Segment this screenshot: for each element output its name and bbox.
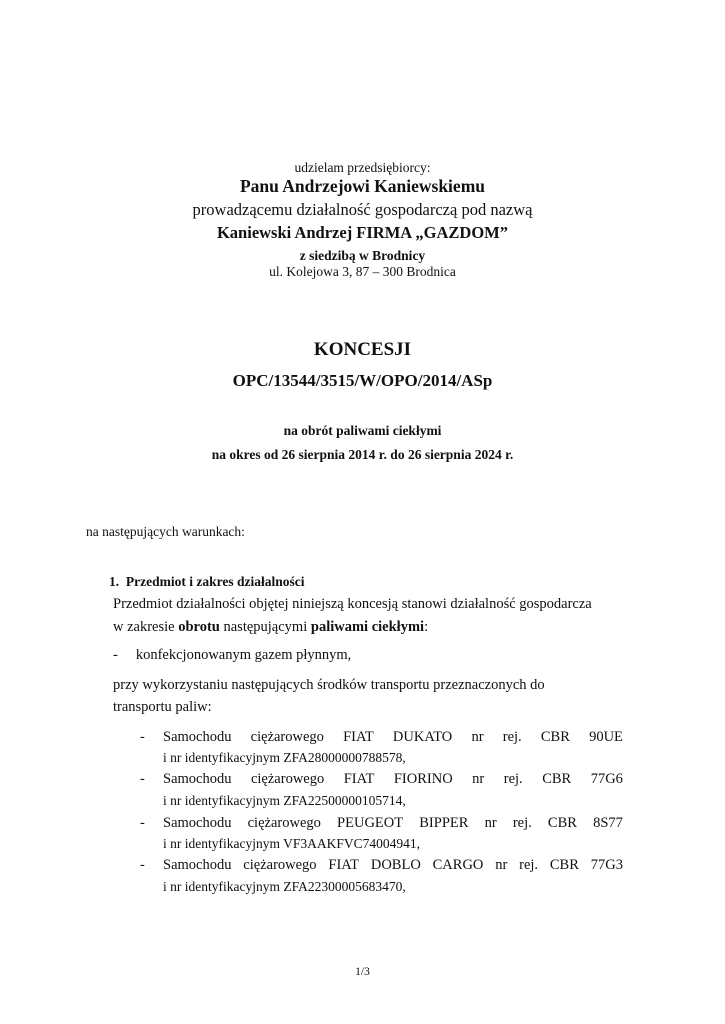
vehicle-word: CBR xyxy=(547,815,577,831)
vehicle-word: Samochodu xyxy=(163,729,232,745)
vehicle-word: BIPPER xyxy=(419,815,469,831)
vehicle-word: rej. xyxy=(519,857,539,873)
vehicle-word: ciężarowego xyxy=(243,857,317,873)
para-emphasis-paliwami: paliwami ciekłymi xyxy=(310,619,425,635)
concession-period: na okres od 26 sierpnia 2014 r. do 26 sierpnia 2024 r. xyxy=(211,447,514,462)
vehicle-word: ciężarowego xyxy=(247,815,321,831)
transport-line-1: przy wykorzystaniu następujących środków transportu przeznaczonych do xyxy=(113,677,545,693)
vehicle-word: DOBLO xyxy=(370,857,421,873)
transport-line-2: transportu paliw: xyxy=(113,699,212,715)
vehicle-vin-line: i nr identyfikacyjnym VF3AAKFVC74004941, xyxy=(163,836,420,851)
recipient-name: Panu Andrzejowi Kaniewskiemu xyxy=(239,176,486,196)
vehicle-word: FIAT xyxy=(328,857,360,873)
vehicle-dash: - xyxy=(140,771,145,787)
vehicle-word: 77G6 xyxy=(590,771,623,787)
vehicle-word: nr xyxy=(471,729,484,745)
intro-text: udzielam przedsiębiorcy: xyxy=(294,160,431,175)
vehicle-word: CBR xyxy=(540,729,570,745)
business-line: prowadzącemu działalność gospodarczą pod nazwą xyxy=(192,200,533,219)
vehicle-line xyxy=(163,729,623,749)
vehicle-word: nr xyxy=(484,815,497,831)
vehicle-vin-line: i nr identyfikacyjnym ZFA22500000105714, xyxy=(163,793,406,808)
vehicle-word: ciężarowego xyxy=(250,729,324,745)
vehicle-word: Samochodu xyxy=(163,771,232,787)
fuel-item-text: konfekcjonowanym gazem płynnym, xyxy=(135,647,352,663)
para-text-c: następującymi xyxy=(219,619,311,635)
vehicle-word: PEUGEOT xyxy=(337,815,404,831)
page-number: 1/3 xyxy=(355,966,370,978)
vehicle-word: Samochodu xyxy=(163,815,232,831)
concession-number: OPC/13544/3515/W/OPO/2014/ASp xyxy=(232,371,493,390)
fuel-list-item xyxy=(113,647,351,664)
conditions-intro: na następujących warunkach: xyxy=(86,524,245,539)
vehicle-word: FIORINO xyxy=(393,771,453,787)
vehicle-word: rej. xyxy=(512,815,532,831)
vehicle-word: CBR xyxy=(549,857,579,873)
para-text-a: w zakresie xyxy=(113,619,179,635)
vehicle-word: FIAT xyxy=(343,729,374,745)
vehicle-word: rej. xyxy=(502,729,522,745)
para-text-e: : xyxy=(424,619,429,635)
vehicle-word: CARGO xyxy=(432,857,484,873)
section-paragraph-line-1: Przedmiot działalności objętej niniejszą koncesją stanowi działalność gospodarcza xyxy=(113,596,592,612)
vehicle-word: ciężarowego xyxy=(250,771,325,787)
vehicle-line xyxy=(163,771,623,791)
section-title: Przedmiot i zakres działalności xyxy=(125,574,305,589)
vehicle-word: DUKATO xyxy=(392,729,453,745)
company-seat: z siedzibą w Brodnicy xyxy=(299,248,426,263)
section-heading xyxy=(109,574,304,590)
vehicle-word: rej. xyxy=(503,771,523,787)
vehicle-word: Samochodu xyxy=(163,857,232,873)
vehicle-vin-line: i nr identyfikacyjnym ZFA22300005683470, xyxy=(163,879,406,894)
vehicle-dash: - xyxy=(140,729,145,745)
company-name: Kaniewski Andrzej FIRMA „GAZDOM” xyxy=(216,223,509,242)
vehicle-word: 90UE xyxy=(589,729,623,745)
vehicle-line xyxy=(163,815,623,835)
concession-title: KONCESJI xyxy=(313,339,412,360)
vehicle-word: nr xyxy=(472,771,485,787)
vehicle-word: FIAT xyxy=(343,771,375,787)
vehicle-word: 8S77 xyxy=(593,815,623,831)
concession-subject: na obrót paliwami ciekłymi xyxy=(283,423,442,438)
section-number: 1. xyxy=(109,574,120,589)
vehicle-dash: - xyxy=(140,857,145,873)
vehicle-vin-line: i nr identyfikacyjnym ZFA28000000788578, xyxy=(163,750,406,765)
vehicle-line xyxy=(163,857,623,877)
fuel-dash: - xyxy=(113,647,118,663)
vehicle-dash: - xyxy=(140,815,145,831)
vehicle-word: 77G3 xyxy=(590,857,623,873)
para-emphasis-obrotu: obrotu xyxy=(178,619,220,635)
company-address: ul. Kolejowa 3, 87 – 300 Brodnica xyxy=(269,264,456,279)
section-paragraph-line-2 xyxy=(113,619,428,636)
vehicle-word: CBR xyxy=(542,771,572,787)
vehicle-word: nr xyxy=(495,857,508,873)
